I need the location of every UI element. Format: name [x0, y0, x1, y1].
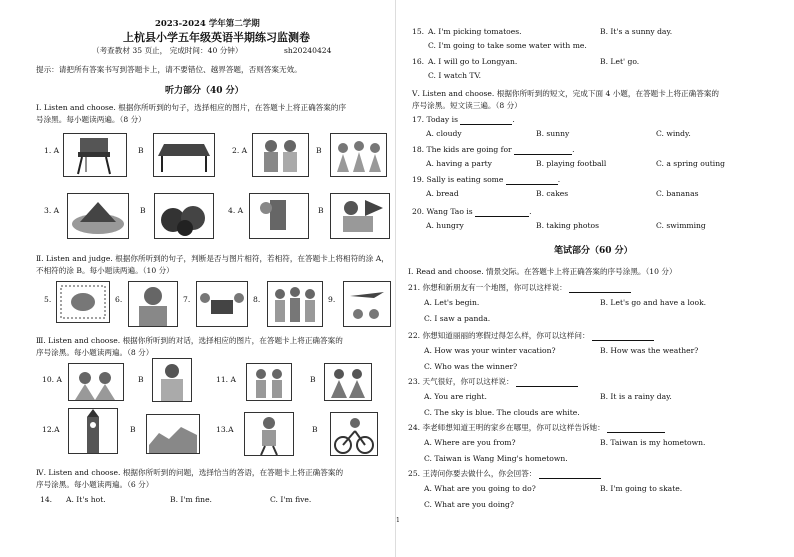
- column-divider: [395, 0, 396, 557]
- q12-label: 12.A: [42, 425, 60, 434]
- q19-option-a: A. bread: [426, 189, 459, 198]
- q16-option-b: B. Let' go.: [600, 57, 640, 66]
- q23-option-b: B. It is a rainy day.: [600, 392, 672, 401]
- q21-option-a: A. Let's begin.: [424, 298, 480, 307]
- q2-label: 2. A: [232, 146, 248, 155]
- q24-blank: [607, 432, 665, 433]
- q20-option-a: A. hungry: [426, 221, 464, 230]
- q4-label: 4. A: [228, 206, 244, 215]
- part3-heading: Ⅲ. Listen and choose. 根据你所听到的对话，选择相应的图片，在答题卡上将正确答案的: [36, 336, 343, 345]
- q17-option-c: C. windy.: [656, 129, 691, 138]
- q14-option-b: B. I'm fine.: [170, 495, 212, 504]
- people-picture: [252, 133, 309, 177]
- walking-picture: [246, 363, 292, 401]
- playing-chess-picture: [196, 281, 248, 327]
- part3-heading-2: 序号涂黑。每小题读两遍。（8 分）: [36, 348, 154, 357]
- writing-part1-heading: Ⅰ. Read and choose. 情景交际。在答题卡上将正确答案的序号涂黑。（10 分）: [408, 267, 677, 276]
- q23-option-a: A. You are right.: [424, 392, 487, 401]
- part2-heading: Ⅱ. Listen and judge. 根据你所听到的句子，判断是否与图片相符，若相符，在答题卡上将相符的涂 A，: [36, 254, 389, 263]
- exam-title: 上杭县小学五年级英语半期练习监测卷: [123, 31, 310, 44]
- q25-option-c: C. What are you doing?: [424, 500, 514, 509]
- elephant-picture: [56, 281, 110, 323]
- q19-question: 19. Sally is eating some .: [412, 175, 561, 184]
- q3-label: 3. A: [44, 206, 60, 215]
- q22-question: 22. 你想知道丽丽的寒假过得怎么样，你可以这样问：: [408, 332, 654, 341]
- q22-option-a: A. How was your winter vacation?: [424, 346, 556, 355]
- q12-b-label: B: [130, 425, 136, 434]
- q20-option-c: C. swimming: [656, 221, 706, 230]
- q21-blank: [569, 292, 631, 293]
- family-picture: [267, 281, 323, 327]
- q21-option-b: B. Let's go and have a look.: [600, 298, 707, 307]
- q22-option-c: C. Who was the winner?: [424, 362, 518, 371]
- q24-option-b: B. Taiwan is my hometown.: [600, 438, 706, 447]
- q18-blank: [514, 154, 572, 155]
- exam-year-title: 2023-2024 学年第二学期: [155, 19, 260, 29]
- doctor-picture: [152, 358, 192, 402]
- q21-question: 21. 你想和新朋友有一个地图，你可以这样说：: [408, 284, 631, 293]
- q15-option-b: B. It's a sunny day.: [600, 27, 673, 36]
- food-picture: [67, 193, 129, 239]
- pencil-picture: [249, 193, 309, 239]
- q2-b-label: B: [316, 146, 322, 155]
- q19-option-b: B. cakes: [536, 189, 569, 198]
- q7-label: 7.: [183, 295, 191, 304]
- q3-b-label: B: [140, 206, 146, 215]
- cycling-picture: [330, 412, 378, 456]
- q23-question: 23. 天气很好，你可以这样说：: [408, 378, 578, 387]
- q18-option-b: B. playing football: [536, 159, 607, 168]
- q22-blank: [592, 340, 654, 341]
- great-wall-picture: [146, 414, 200, 454]
- q24-option-c: C. Taiwan is Wang Ming's hometown.: [424, 454, 568, 463]
- part1-heading-2: 号涂黑。每小题读两遍。（8 分）: [36, 115, 146, 124]
- q18-question: 18. The kids are going for .: [412, 145, 575, 154]
- boy-reading-picture: [330, 193, 390, 239]
- q18-option-a: A. having a party: [426, 159, 492, 168]
- exam-tip: 提示：请把所有答案书写到答题卡上，请不要错位、越界答题，否则答案无效。: [36, 65, 302, 74]
- q17-blank: [460, 124, 512, 125]
- airplane-picture: [343, 281, 391, 327]
- q25-question: 25. 王涛问你要去做什么，你会回答：: [408, 470, 601, 479]
- q1-b-label: B: [138, 146, 144, 155]
- listening-title: 听力部分（40 分）: [165, 86, 244, 96]
- students-picture: [330, 133, 387, 177]
- q25-option-a: A. What are you going to do?: [424, 484, 536, 493]
- big-ben-picture: [68, 408, 118, 454]
- tomatoes-picture: [154, 193, 214, 239]
- q9-label: 9.: [328, 295, 336, 304]
- q4-b-label: B: [318, 206, 324, 215]
- q16-number: 16.: [412, 57, 425, 66]
- q10-label: 10. A: [42, 375, 62, 384]
- q13-label: 13.A: [216, 425, 234, 434]
- q14-option-a: A. It's hot.: [66, 495, 106, 504]
- q6-label: 6.: [115, 295, 123, 304]
- q23-blank: [516, 386, 578, 387]
- exam-subtitle: （考查教材 35 页止， 完成时间：40 分钟）: [92, 46, 243, 55]
- man-portrait-picture: [128, 281, 178, 327]
- part5-heading: Ⅴ. Listen and choose. 根据你所听到的短文，完成下面 4 小题，在答题卡上将正确答案的: [412, 89, 720, 98]
- q11-label: 11. A: [216, 375, 236, 384]
- q13-b-label: B: [312, 425, 318, 434]
- q21-option-c: C. I saw a panda.: [424, 314, 491, 323]
- q17-question: 17. Today is .: [412, 115, 515, 124]
- part4-heading-2: 序号涂黑。每小题读两遍。（6 分）: [36, 480, 154, 489]
- desk-picture: [153, 133, 215, 177]
- q14-number: 14.: [40, 495, 53, 504]
- q8-label: 8.: [253, 295, 261, 304]
- page-number: 1: [396, 517, 400, 524]
- q23-option-c: C. The sky is blue. The clouds are white.: [424, 408, 580, 417]
- writing-title: 笔试部分（60 分）: [554, 246, 633, 256]
- q5-label: 5.: [44, 295, 52, 304]
- q25-blank: [539, 478, 601, 479]
- q20-option-b: B. taking photos: [536, 221, 600, 230]
- q10-b-label: B: [138, 375, 144, 384]
- exam-code: sh20240424: [284, 46, 332, 55]
- dancing-picture: [324, 363, 372, 401]
- q14-option-c: C. I'm five.: [270, 495, 312, 504]
- q22-option-b: B. How was the weather?: [600, 346, 699, 355]
- q1-label: 1. A: [44, 146, 60, 155]
- q24-question: 24. 李老师想知道王明的家乡在哪里，你可以这样告诉她：: [408, 424, 665, 433]
- part4-heading: Ⅳ. Listen and choose. 根据你所听到的问题，选择恰当的答语，在答题卡上将正确答案的: [36, 468, 344, 477]
- kid-jumping-picture: [244, 412, 294, 456]
- party-picture: [68, 363, 124, 401]
- q15-option-c: C. I'm going to take some water with me.: [428, 41, 587, 50]
- q24-option-a: A. Where are you from?: [424, 438, 516, 447]
- q19-option-c: C. bananas: [656, 189, 699, 198]
- part1-heading: Ⅰ. Listen and choose. 根据你所听到的句子，选择相应的图片，在答题卡上将正确答案的序: [36, 103, 347, 112]
- q25-option-b: B. I'm going to skate.: [600, 484, 683, 493]
- q16-option-a: A. I will go to Longyan.: [428, 57, 518, 66]
- q11-b-label: B: [310, 375, 316, 384]
- q17-option-a: A. cloudy: [426, 129, 462, 138]
- q20-blank: [475, 216, 529, 217]
- q17-option-b: B. sunny: [536, 129, 570, 138]
- q15-option-a: A. I'm picking tomatoes.: [428, 27, 522, 36]
- part2-heading-2: 不相符的涂 B。每小题读两遍。（10 分）: [36, 266, 174, 275]
- q20-question: 20. Wang Tao is .: [412, 207, 532, 216]
- chair-picture: [63, 133, 127, 177]
- q19-blank: [506, 184, 558, 185]
- q18-option-c: C. a spring outing: [656, 159, 725, 168]
- q15-number: 15.: [412, 27, 425, 36]
- q16-option-c: C. I watch TV.: [428, 71, 482, 80]
- part5-heading-2: 序号涂黑。短文读三遍。（8 分）: [412, 101, 522, 110]
